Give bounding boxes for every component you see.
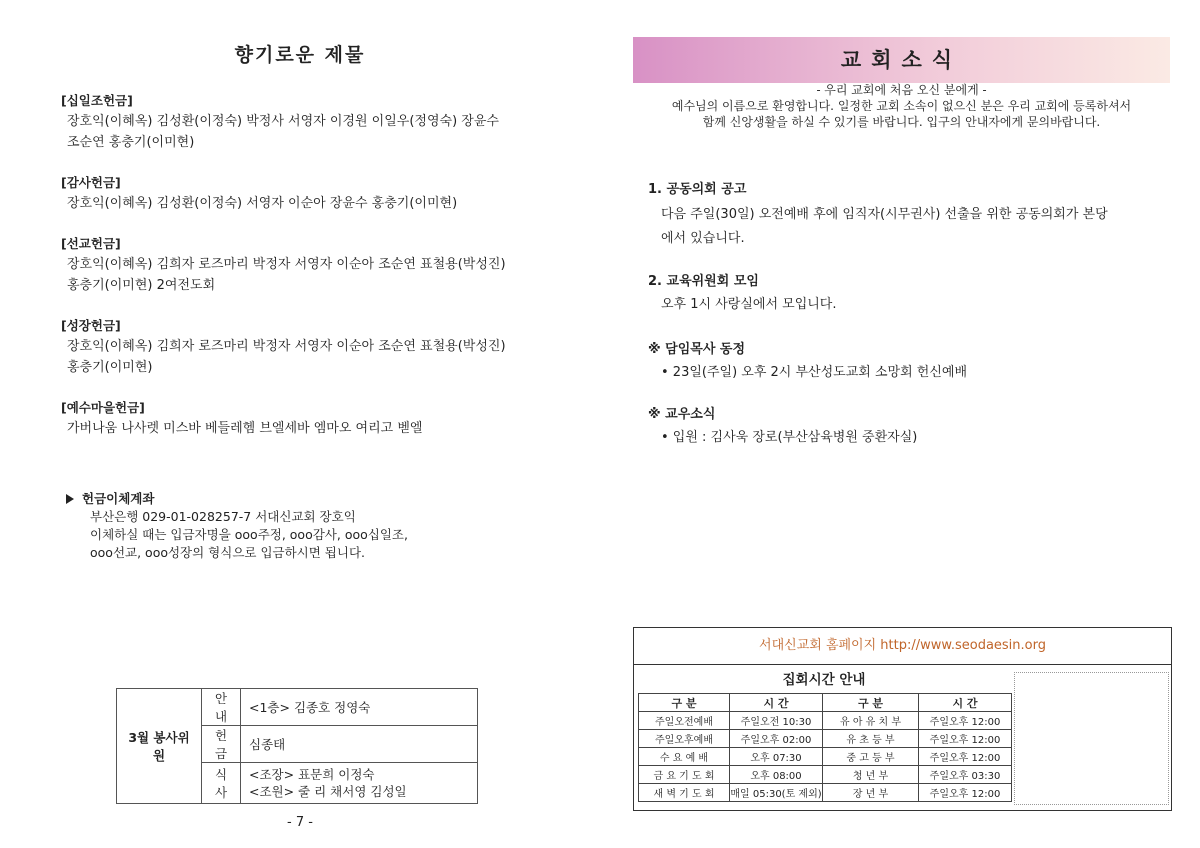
offering-names: 홍충기(이미현) 2여전도회 xyxy=(67,278,216,293)
offering-category: [감사헌금] xyxy=(61,175,121,190)
offering-names: 조순연 홍충기(이미현) xyxy=(67,135,195,150)
account-line: 부산은행 029-01-028257-7 서대신교회 장호익 xyxy=(90,509,356,524)
volunteer-role: 안내 xyxy=(202,689,241,726)
offering-names: 장호익(이혜옥) 김희자 로즈마리 박정자 서영자 이순아 조순연 표철용(박성진) xyxy=(67,257,506,272)
table-cell: 주일오후 12:00 xyxy=(919,784,1012,802)
news-heading: 2. 교육위원회 모임 xyxy=(648,274,759,289)
table-cell: 오후 08:00 xyxy=(730,766,823,784)
right-page xyxy=(600,0,1200,848)
table-cell: 장 년 부 xyxy=(823,784,919,802)
welcome-line: 예수님의 이름으로 환영합니다. 일정한 교회 소속이 없으신 분은 우리 교회에 등록하셔서 xyxy=(671,99,1132,113)
table-cell: 주일오후 12:00 xyxy=(919,712,1012,730)
column-header: 구 분 xyxy=(823,694,919,712)
table-cell: 주일오후예배 xyxy=(639,730,730,748)
meeting-title: 집회시간 안내 xyxy=(782,672,866,688)
news-item-education xyxy=(648,270,1170,317)
table-row xyxy=(117,689,478,726)
table-cell: 주일오후 03:30 xyxy=(919,766,1012,784)
offering-names: 장호익(이혜옥) 김희자 로즈마리 박정자 서영자 이순아 조순연 표철용(박성진) xyxy=(67,339,506,354)
news-body xyxy=(648,203,1170,251)
offering-category: [선교헌금] xyxy=(61,236,121,251)
news-item-congregation xyxy=(648,178,1170,251)
offering-section-village xyxy=(61,397,581,439)
volunteer-name-line: <조장> 표문희 이정숙 xyxy=(249,767,375,782)
table-cell: 오후 07:30 xyxy=(730,748,823,766)
news-heading: 1. 공동의회 공고 xyxy=(648,182,747,197)
offering-category: [예수마을헌금] xyxy=(61,400,145,415)
offering-section-tithe xyxy=(61,90,581,153)
news-body xyxy=(648,426,1170,450)
table-cell: 주일오전예배 xyxy=(639,712,730,730)
table-cell: 주일오전 10:30 xyxy=(730,712,823,730)
photo-placeholder xyxy=(1014,672,1169,805)
volunteer-names xyxy=(241,763,478,804)
table-header-row xyxy=(639,694,1012,712)
table-cell: 금 요 기 도 회 xyxy=(639,766,730,784)
offering-category: [십일조헌금] xyxy=(61,93,133,108)
news-body-line: • 23일(주일) 오후 2시 부산성도교회 소망회 헌신예배 xyxy=(661,365,968,380)
table-row xyxy=(639,766,1012,784)
volunteer-role: 헌금 xyxy=(202,726,241,763)
offering-section-thanks xyxy=(61,172,581,214)
news-banner xyxy=(633,37,1170,83)
volunteer-name-line: <조원> 줄 리 채서영 김성일 xyxy=(249,784,407,799)
table-row xyxy=(639,748,1012,766)
news-body-line: 오후 1시 사랑실에서 모입니다. xyxy=(661,297,837,312)
account-info xyxy=(66,490,408,562)
table-cell: 중 고 등 부 xyxy=(823,748,919,766)
news-body xyxy=(648,293,1170,317)
news-item-members xyxy=(648,403,1170,450)
offering-section-mission xyxy=(61,233,581,296)
welcome-line: 함께 신앙생활을 하실 수 있기를 바랍니다. 입구의 안내자에게 문의바랍니다. xyxy=(702,115,1101,129)
news-heading: ※ 교우소식 xyxy=(648,407,716,422)
offering-names: 장호익(이혜옥) 김성환(이정숙) 서영자 이순아 장윤수 홍충기(이미현) xyxy=(67,196,458,211)
volunteer-table xyxy=(116,688,478,804)
schedule-table xyxy=(638,693,1012,802)
column-header: 시 간 xyxy=(730,694,823,712)
account-line: ooo선교, ooo성장의 형식으로 입금하시면 됩니다. xyxy=(90,545,366,560)
table-row xyxy=(639,730,1012,748)
table-cell: 수 요 예 배 xyxy=(639,748,730,766)
offering-names: 홍충기(이미현) xyxy=(67,360,153,375)
offering-names: 가버나움 나사렛 미스바 베들레헴 브엘세바 엠마오 여리고 벧엘 xyxy=(67,421,423,436)
volunteer-names: <1층> 김종호 정영숙 xyxy=(241,689,478,726)
news-heading: ※ 담임목사 동정 xyxy=(648,342,746,357)
news-body xyxy=(648,361,1170,385)
account-heading: 헌금이체계좌 xyxy=(82,491,155,506)
column-header: 시 간 xyxy=(919,694,1012,712)
volunteer-label: 3월 봉사위원 xyxy=(117,689,202,804)
news-item-pastor xyxy=(648,338,1170,385)
news-body-line: 다음 주일(30일) 오전예배 후에 임직자(시무권사) 선출을 위한 공동의회가 본당 xyxy=(661,207,1108,222)
banner-title: 교회소식 xyxy=(840,47,963,72)
volunteer-names: 심종태 xyxy=(241,726,478,763)
page-number: - 7 - xyxy=(287,815,313,830)
volunteer-role: 식사 xyxy=(202,763,241,804)
table-cell: 주일오후 12:00 xyxy=(919,748,1012,766)
welcome-heading: - 우리 교회에 처음 오신 분에게 - xyxy=(816,83,987,97)
church-info-box xyxy=(633,627,1172,811)
column-header: 구 분 xyxy=(639,694,730,712)
table-cell: 유 아 유 치 부 xyxy=(823,712,919,730)
table-cell: 새 벽 기 도 회 xyxy=(639,784,730,802)
welcome-message xyxy=(633,82,1170,130)
offering-title: 향기로운 제물 xyxy=(234,44,366,66)
table-cell: 유 초 등 부 xyxy=(823,730,919,748)
offering-names: 장호익(이혜옥) 김성환(이정숙) 박정사 서영자 이경원 이일우(정영숙) 장윤수 xyxy=(67,114,499,129)
table-cell: 주일오후 12:00 xyxy=(919,730,1012,748)
news-body-line: • 입원 : 김사욱 장로(부산삼육병원 중환자실) xyxy=(661,430,918,445)
homepage-link[interactable]: 서대신교회 홈페이지 http://www.seodaesin.org xyxy=(634,628,1171,665)
account-line: 이체하실 때는 입금자명을 ooo주정, ooo감사, ooo십일조, xyxy=(90,527,408,542)
offering-category: [성장헌금] xyxy=(61,318,121,333)
table-row xyxy=(639,712,1012,730)
table-cell: 주일오후 02:00 xyxy=(730,730,823,748)
offering-section-growth xyxy=(61,315,581,378)
table-row xyxy=(639,784,1012,802)
table-cell: 매일 05:30(토 제외) xyxy=(730,784,823,802)
news-body-line: 에서 있습니다. xyxy=(661,231,745,246)
triangle-bullet-icon xyxy=(66,494,74,504)
table-cell: 청 년 부 xyxy=(823,766,919,784)
